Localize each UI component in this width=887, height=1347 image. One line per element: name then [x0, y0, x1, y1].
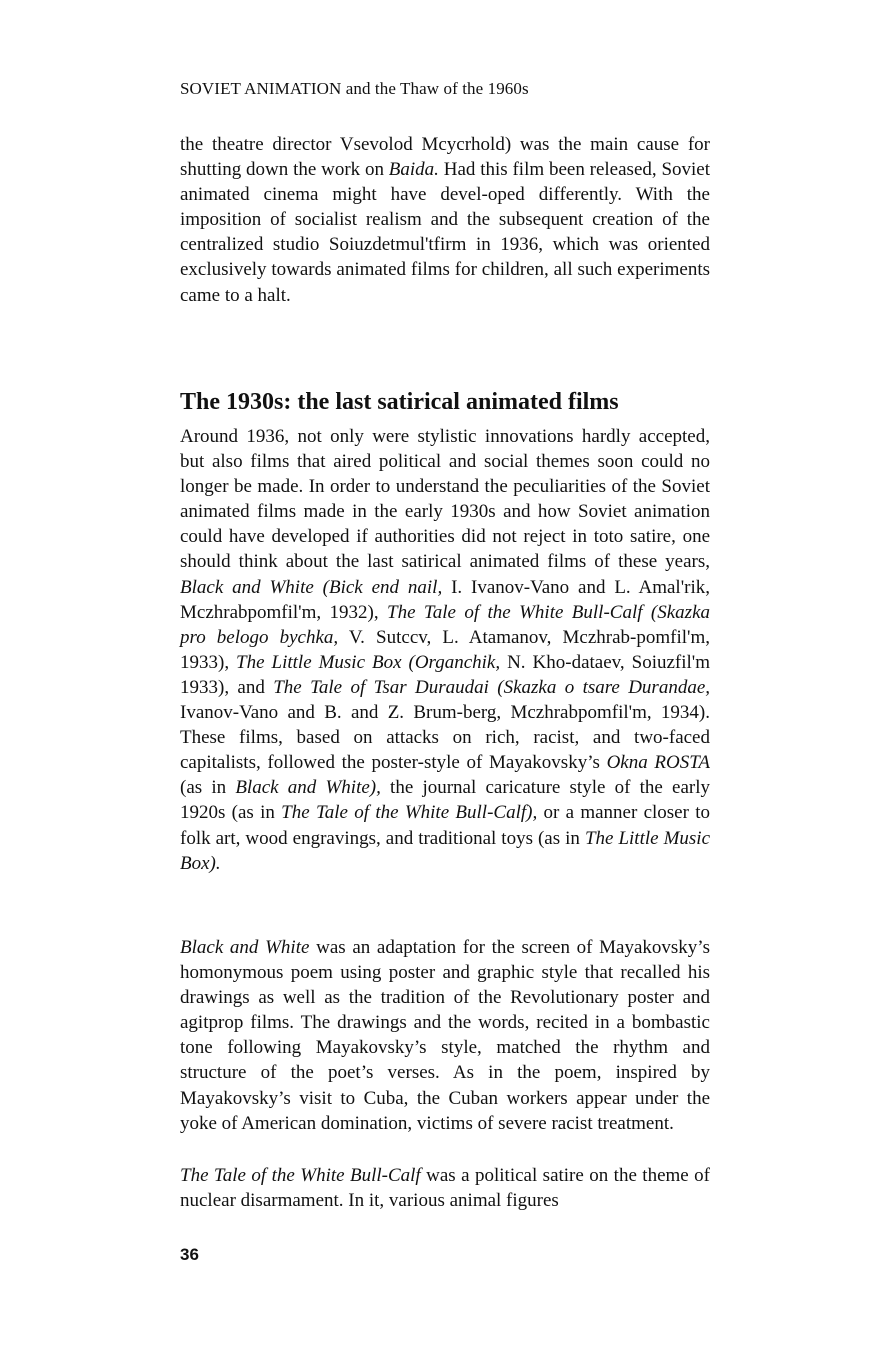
section-heading: The 1930s: the last satirical animated films [180, 389, 619, 415]
italic-title-run: The Tale of the White Bull-Calf [180, 1165, 421, 1186]
paragraph-text [180, 132, 710, 308]
text-run: N. Kho-dataev, Soiuzfil'm 1933), and [180, 651, 710, 698]
running-head: SOVIET ANIMATION and the Thaw of the 1960s [180, 79, 529, 98]
italic-title-run: Black and White [180, 937, 310, 958]
text-run: I. Ivanov-Vano and L. Amal'rik, Mczhrabpomfil'm, 1932), [180, 576, 710, 623]
text-run: was a political satire on the theme of nuclear disarmament. In it, various animal figures [180, 1165, 710, 1212]
text-run: Around 1936, not only were stylistic innovations hardly accepted, but also films that aired political and social themes soon could no longer be made. In order to understand the peculiarities of the Soviet animated films made in the early 1930s and how Soviet animation could have developed if authorities did not reject in toto satire, one should think about the last satirical animated films of these years, [180, 426, 710, 573]
paragraph-text [180, 1163, 710, 1213]
italic-title-run: Okna ROSTA [606, 752, 710, 774]
italic-title-run: Baida. [388, 159, 439, 181]
text-run: Had this film been released, Soviet animated cinema might have devel-oped differently. With the imposition of socialist realism and the subsequent creation of the centralized studio Soiuzdetmul'tfirm in 1936, which was oriented exclusively towards animated films for children, all such experiments came to a halt. [180, 159, 710, 306]
body-paragraph-4 [180, 1163, 710, 1213]
text-run: or a manner closer to folk art, wood engravings, and traditional toys (as in [180, 802, 710, 849]
body-paragraph-3 [180, 935, 710, 1136]
italic-title-run: Black and White (Bick end nail, [180, 576, 443, 598]
italic-title-run: The Tale of the White Bull-Calf (Skazka pro belogo bychka, [180, 601, 710, 648]
text-run: the theatre director Vsevolod Mcycrhold) was the main cause for shutting down the work on [180, 134, 710, 181]
paragraph-text [180, 424, 710, 876]
text-run: Ivanov-Vano and B. and Z. Brum-berg, Mczhrabpomfil'm, 1934). These films, based on attacks on rich, racist, and two-faced capitalists, followed the poster-style of Mayakovsky’s [180, 702, 710, 774]
body-paragraph-1 [180, 132, 710, 308]
italic-title-run: The Tale of Tsar Duraudai (Skazka o tsare Durandae, [273, 676, 711, 698]
page-number: 36 [180, 1245, 199, 1264]
text-run: the journal caricature style of the early 1920s (as in [180, 777, 710, 824]
italic-title-run: The Little Music Box). [180, 827, 711, 874]
text-run: V. Sutccv, L. Atamanov, Mczhrab-pomfil'm, 1933), [180, 626, 710, 673]
text-run: was an adaptation for the screen of Mayakovsky’s homonymous poem using poster and graphic style that recalled his drawings as well as the tradition of the Revolutionary poster and agitprop films. The drawings and the words, recited in a bombastic tone following Mayakovsky’s style, matched the rhythm and structure of the poet’s verses. As in the poem, inspired by Mayakovsky’s visit to Cuba, the Cuban workers appear under the yoke of American domination, victims of severe racist treatment. [180, 937, 710, 1134]
body-paragraph-2 [180, 424, 710, 876]
italic-title-run: The Little Music Box (Organchik, [236, 651, 501, 673]
paragraph-text [180, 935, 710, 1136]
text-run: (as in [180, 777, 236, 799]
italic-title-run: The Tale of the White Bull-Calf), [281, 802, 538, 824]
italic-title-run: Black and White), [235, 777, 381, 799]
